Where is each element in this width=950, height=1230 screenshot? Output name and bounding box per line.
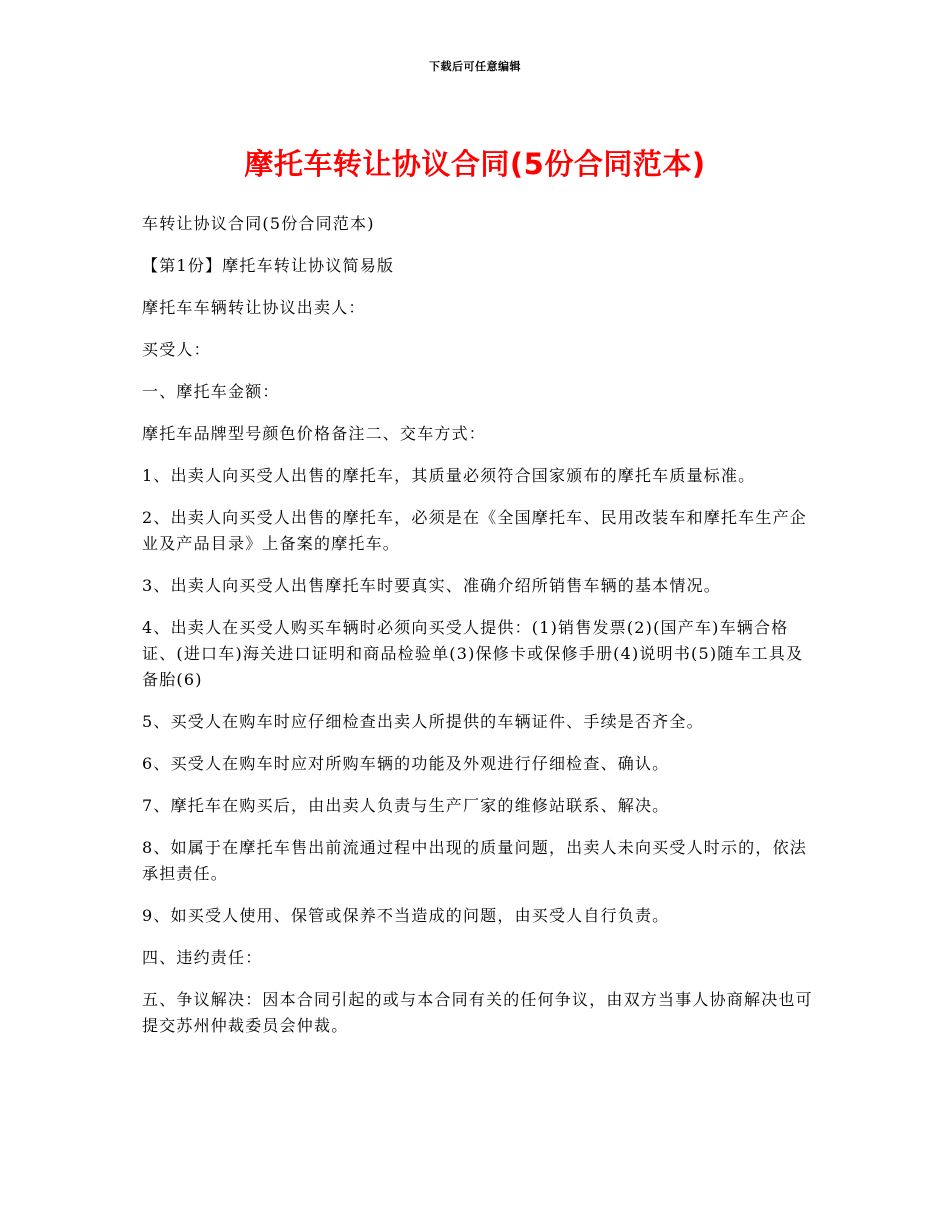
paragraph: 五、争议解决：因本合同引起的或与本合同有关的任何争议，由双方当事人协商解决也可提交苏州仲裁委员会仲裁。: [142, 990, 813, 1035]
paragraph: 摩托车品牌型号颜色价格备注二、交车方式：: [142, 424, 487, 443]
paragraph: 一、摩托车金额：: [142, 382, 280, 401]
paragraph: 5、买受人在购车时应仔细检查出卖人所提供的车辆证件、手续是否齐全。: [142, 712, 704, 731]
paragraph: 1、出卖人向买受人出售的摩托车，其质量必须符合国家颁布的摩托车质量标准。: [142, 466, 756, 485]
paragraph: 8、如属于在摩托车售出前流通过程中出现的质量问题，出卖人未向买受人时示的，依法承担责任。: [142, 838, 807, 883]
paragraph: 买受人：: [142, 340, 211, 359]
paragraph: 7、摩托车在购买后，由出卖人负责与生产厂家的维修站联系、解决。: [142, 796, 670, 815]
document-body: [142, 211, 814, 1055]
paragraph: 【第1份】摩托车转让协议简易版: [142, 256, 395, 275]
paragraph: 四、违约责任：: [142, 948, 263, 967]
paragraph: 摩托车车辆转让协议出卖人：: [142, 298, 366, 317]
paragraph: 6、买受人在购车时应对所购车辆的功能及外观进行仔细检查、确认。: [142, 754, 670, 773]
paragraph: 9、如买受人使用、保管或保养不当造成的问题，由买受人自行负责。: [142, 906, 670, 925]
paragraph: 车转让协议合同(5份合同范本): [142, 214, 375, 233]
paragraph: 2、出卖人向买受人出售的摩托车，必须是在《全国摩托车、民用改装车和摩托车生产企业及产品目录》上备案的摩托车。: [142, 508, 807, 553]
paragraph: 3、出卖人向买受人出售摩托车时要真实、准确介绍所销售车辆的基本情况。: [142, 576, 721, 595]
paragraph: 4、出卖人在买受人购买车辆时必须向买受人提供：(1)销售发票(2)(国产车)车辆合格证、(进口车)海关进口证明和商品检验单(3)保修卡或保修手册(4)说明书(5)随车工具及备胎(6): [142, 618, 804, 689]
document-title: 摩托车转让协议合同(5份合同范本): [244, 147, 706, 181]
header-note: 下载后可任意编辑: [429, 60, 521, 73]
